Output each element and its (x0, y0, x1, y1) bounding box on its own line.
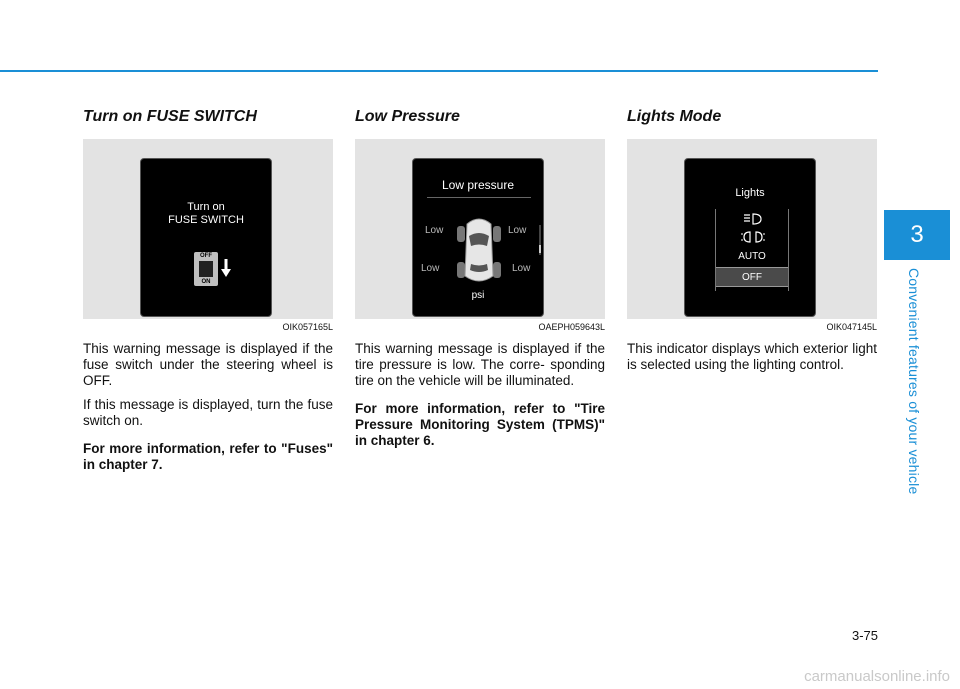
car-top-view-icon (453, 214, 505, 289)
tire-label-rear-left: Low (421, 263, 440, 274)
section-lights-mode (627, 108, 877, 373)
screen-title: Low pressure (441, 178, 515, 192)
figure-caption: OIK057165L (282, 322, 333, 332)
figure-lights-mode (627, 139, 877, 319)
tire-label-rear-right: Low (512, 263, 531, 274)
section-heading: Lights Mode (627, 108, 722, 125)
reference-note: For more information, refer to "Tire Pressure Monitoring System (TPMS)" in chapter 6. (355, 401, 605, 448)
switch-lever (199, 261, 213, 277)
section-fuse-switch (83, 108, 333, 473)
chapter-title: Convenient features of your vehicle (906, 268, 922, 495)
scroll-indicator (539, 225, 541, 255)
switch-off-label: OFF (200, 253, 212, 259)
section-heading: Turn on FUSE SWITCH (83, 108, 257, 125)
figure-fuse-switch (83, 139, 333, 319)
section-heading: Low Pressure (355, 108, 460, 125)
lights-menu (715, 209, 789, 291)
page-number: 3-75 (851, 628, 878, 643)
unit-label: psi (471, 290, 485, 301)
cluster-display (140, 158, 272, 317)
cluster-display (412, 158, 544, 317)
section-low-pressure (355, 108, 605, 449)
screen-title: Lights (735, 187, 765, 199)
arrow-down-icon (221, 259, 231, 277)
screen-line-2: FUSE SWITCH (168, 214, 244, 226)
fuse-switch-icon (194, 252, 218, 286)
figure-low-pressure (355, 139, 605, 319)
top-rule (0, 70, 878, 72)
tire-label-front-right: Low (508, 225, 527, 236)
figure-caption: OAEPH059643L (538, 322, 605, 332)
reference-note: For more information, refer to "Fuses" in chapter 7. (83, 441, 333, 472)
parking-light-icon (741, 231, 765, 243)
cluster-display (684, 158, 816, 317)
figure-caption: OIK047145L (826, 322, 877, 332)
auto-option: AUTO (738, 251, 766, 262)
paragraph: This indicator displays which exterior light is selected using the lighting control. (627, 341, 877, 372)
tire-label-front-left: Low (425, 225, 444, 236)
title-divider (427, 197, 531, 198)
switch-on-label: ON (201, 279, 211, 285)
paragraph: This warning message is displayed if the tire pressure is low. The corre- sponding tire on the vehicle will be illuminated. (355, 341, 605, 388)
high-beam-icon (743, 213, 763, 225)
paragraph: This warning message is displayed if the fuse switch under the steering wheel is OFF. (83, 341, 333, 388)
off-option: OFF (716, 267, 788, 287)
chapter-number: 3 (910, 221, 924, 248)
watermark-text: carmanualsonline.info (804, 668, 950, 685)
screen-line-1: Turn on (187, 201, 225, 213)
paragraph: If this message is displayed, turn the fuse switch on. (83, 397, 333, 428)
chapter-tab (884, 210, 950, 260)
